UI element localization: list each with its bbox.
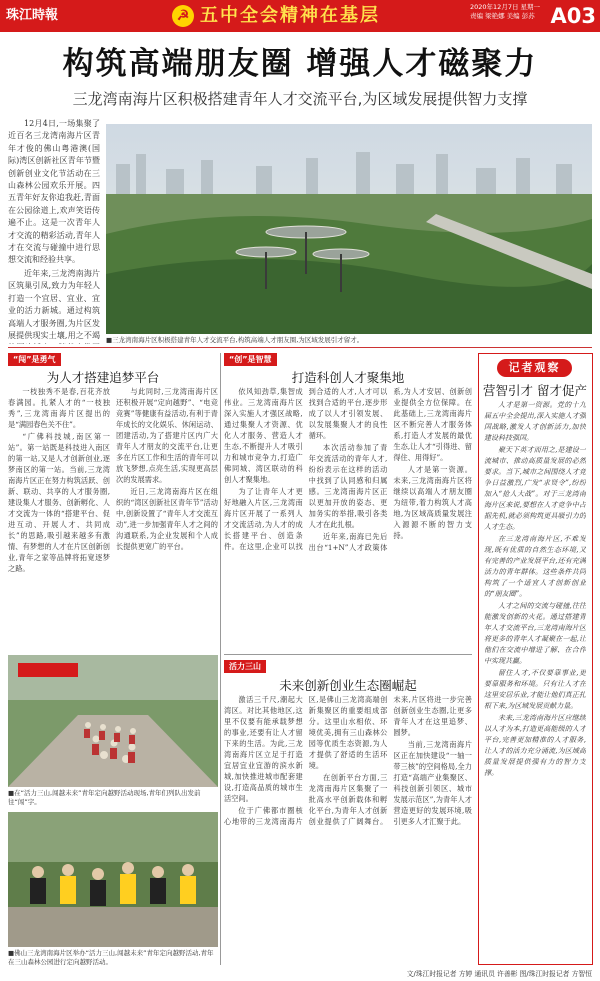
article-paragraph: 近年来,南海已先后出台“1+N”人才政策体系,为人才安居、创新创业提供全方位保障。在此基础上,三龙湾南海片区不断完善人才服务体系,打造人才发展的最优生态,让人才“引得进、留得住、用得好”。 xyxy=(308,387,472,552)
commentary-paragraph: 人才之间的交流与碰撞,往往能激发创新的火花。通过搭建青年人才交流平台,三龙湾南海片区将更多的青年人才凝聚在一起,让他们在交流中增进了解、在合作中实现共赢。 xyxy=(484,602,586,665)
photo-running-caption: ■在“活力三山,闯越未来”青年定向越野活动现场,青年们列队出发前往“闯”字。 xyxy=(8,789,201,806)
commentary-badge: 记者观察 xyxy=(497,359,572,377)
byline-footer: 文/珠江时报记者 方婷 通讯员 许善彬 图/珠江时报记者 方智恒 xyxy=(406,970,592,978)
divider-line xyxy=(8,347,592,348)
article-paragraph: 依风知劲草,集智成伟业。三龙湾南海片区深入实施人才强区战略,通过集聚人才资源、优化人才服务、营造人才生态,不断提升人才吸引力和城市竞争力,打造广佛同城、湾区联动的科创人才聚集地。 xyxy=(224,387,303,484)
section-tag-vitality: 活力三山 xyxy=(224,660,266,673)
commentary-paragraph: 人才是第一资源。党的十九届五中全会提出,深入实施人才强国战略,激发人才创新活力,加快建设科技强国。 xyxy=(484,401,586,442)
main-photo xyxy=(106,124,592,334)
party-emblem-icon: ☭ xyxy=(172,5,194,27)
article-paragraph: 人才是第一资源。未来,三龙湾南海片区将继续以高端人才朋友圈为纽带,着力构筑人才高地,为区域高质量发展注入源源不断的智力支持。 xyxy=(393,465,472,540)
section-tag-brave: “闯”是勇气 xyxy=(8,353,61,366)
editors-line: 责编 梁艳娜 美编 彭苏 xyxy=(470,12,535,20)
photo-group-caption: ■佛山三龙湾南海片区举办“活力三山,闯越未来”青年定向越野活动,青年在三山森林公园进行定向越野活动。 xyxy=(8,949,214,966)
page-number: A03 xyxy=(550,4,596,28)
date-line: 2020年12月7日 星期一 xyxy=(470,3,541,11)
article-paragraph: 位于广佛都市圈核心地带的三龙湾南海片区,是佛山三龙湾高端创新集聚区的重要组成部分。这里山水相依、环境优美,拥有三山森林公园等优质生态资源,为人才提供了舒适的生活环境。 xyxy=(224,695,388,826)
commentary-title: 营智引才 留才促产 xyxy=(483,383,587,398)
newspaper-logo: 珠江時報 xyxy=(6,8,59,23)
photo-running-image xyxy=(8,655,218,787)
lead-paragraph: 12月4日,一场集聚了近百名三龙湾南海片区青年才俊的佛山粤港澳(国际)湾区创新社区青年节暨创新创业文化节活动在三山森林公园欢乐开展。四五青年好友你追我赶,青面在公园徐道上,欢声笑语传遍不止。这是一次青年人才交流的精彩活动,青年人才在交流与碰撞中进行思想交流和经验共享。 xyxy=(8,119,100,265)
section-divider xyxy=(224,654,472,655)
article-paragraph: 激活三千尺,潮起大湾区。对比其他地区,这里不仅要有能承载梦想的事业,还要有让人才留下来的生活。为此,三龙湾南海片区立足于打造宜居宜业宜游的滨水新城,加快推进城市配套建设,打造高品质的城市生活空间。 xyxy=(224,695,303,803)
article-paragraph: 近日,三龙湾南海片区在组织的“湾区创新社区青年节”活动中,创新设置了“青年人才交流互动”,进一步加强青年人才之间的沟通联系,为企业发展和个人成长提供更宽广的平台。 xyxy=(116,487,218,551)
headline: 构筑高端朋友圈 增强人才磁聚力 xyxy=(62,46,538,82)
photo-group-image xyxy=(8,812,218,947)
column-divider xyxy=(220,353,221,965)
article-paragraph: 与此同时,三龙湾南海片区还积极开展“定向越野”、“电竞竞赛”等健康有益活动,有利于青年成长的文化娱乐、休闲运动、团建活动,为了搭建片区内广大青年人才朋友的交流平台,让更多在片区工作和生活的青年可以放飞梦想,点亮生活,实现更高层次的发展需求。 xyxy=(116,387,218,484)
commentary-text xyxy=(484,400,586,958)
section-tag-wisdom: “创”是智慧 xyxy=(224,353,277,366)
section-text-vitality xyxy=(224,694,472,962)
article-paragraph: 一枝独秀不是春,百花齐放春满园。扎紧人才的“一枝独秀”,三龙湾南海片区提出的是“满园春色关不住”。 xyxy=(8,387,110,429)
article-paragraph: 当前,三龙湾南海片区正在加快建设“一轴一带三核”的空间格局,全力打造“高端产业集聚区、科技创新引领区、城市发展示范区”,为青年人才营造更好的发展环境,吸引更多人才汇聚于此。 xyxy=(393,740,472,826)
commentary-paragraph: 未来,三龙湾南海片区应继续以人才为本,打造更高能级的人才平台,完善更加精准的人才服务,让人才的活力充分涌流,为区域高质量发展提供强有力的智力支撑。 xyxy=(484,714,586,777)
commentary-paragraph: 留住人才,不仅要靠事业,更要靠服务和环境。只有让人才在这里安居乐业,才能让他们真正扎根下来,为区域发展贡献力量。 xyxy=(484,669,586,710)
article-paragraph: 为了让青年人才更好地融入片区,三龙湾南海片区开展了一系列人才交流活动,为人才的成长搭建平台、创造条件。在这里,企业可以找到合适的人才,人才可以找到合适的平台,逐步形成了以人才引领发展、以发展集聚人才的良性循环。 xyxy=(224,387,388,551)
section-title-vitality: 未来创新创业生态圈崛起 xyxy=(279,678,417,693)
section-text-wisdom xyxy=(224,386,472,649)
main-photo-image xyxy=(106,124,592,334)
article-paragraph: 在创新平台方面,三龙湾南海片区集聚了一批高水平创新载体和孵化平台,为青年人才创新创业提供了广阔舞台。未来,片区将进一步完善创新创业生态圈,让更多青年人才在这里追梦、圆梦。 xyxy=(308,695,472,826)
commentary-paragraph: 在三龙湾南海片区,不难发现,既有优质的自然生态环境,又有完善的产业发展平台,还有充满活力的青年群体。这些条件共同构筑了一个适宜人才创新创业的“朋友圈”。 xyxy=(484,535,586,598)
commentary-paragraph: 聚天下英才而用之,是建设一流城市、推动高质量发展的必然要求。当下,城市之间围绕人才竞争日益激烈,广发“求贤令”,纷纷加入“抢人大战”。对于三龙湾南海片区来说,要想在人才竞争中占据先机,就必须构筑更具吸引力的人才生态。 xyxy=(484,446,586,531)
lead-text xyxy=(8,118,100,344)
section-banner: 五中全会精神在基层 xyxy=(200,5,380,26)
section-text-brave xyxy=(8,386,218,649)
lead-paragraph: 近年来,三龙湾南海片区筑巢引凤,致力为年轻人打造一个宜居、宜业、宜业的活力新城。通过构筑高端人才服务圈,为片区发展提供现实土壤,用之不竭 xyxy=(8,268,100,340)
photo-running xyxy=(8,655,218,787)
subheadline: 三龙湾南海片区积极搭建青年人才交流平台,为区域发展提供智力支撑 xyxy=(72,90,528,108)
article-paragraph: 本次活动参加了青年交流活动的青年人才,纷纷表示在这样的活动中找到了认同感和归属感。三龙湾南海片区正以更加开放的姿态、更加务实的举措,吸引各类人才在此扎根。 xyxy=(308,443,388,529)
section-title-brave: 为人才搭建追梦平台 xyxy=(46,370,160,385)
main-photo-caption: ■三龙湾南海片区积极搭建青年人才交流平台,构筑高端人才朋友圈,为区域发展引才留才。 xyxy=(106,336,364,344)
date-info xyxy=(470,3,550,21)
photo-group xyxy=(8,812,218,947)
article-paragraph: “广佛科技城,南区第一站”。第一站既是科技进入南区的第一站,又是人才创新创业,逐梦南区的第一站。当前,三龙湾南海片区正在努力构筑活跃、创新、联动、共享的人才服务圈,建设集人才服务、创新孵化、人才交流为一体的“搭建平台、促进互动、开展人才、共同成长”的思路,吸引越来越多有激情、有梦想的人才在片区创新创业,青年之家等品牌将拓宽逐梦之路。 xyxy=(8,432,110,573)
section-title-wisdom: 打造科创人才聚集地 xyxy=(291,370,405,385)
